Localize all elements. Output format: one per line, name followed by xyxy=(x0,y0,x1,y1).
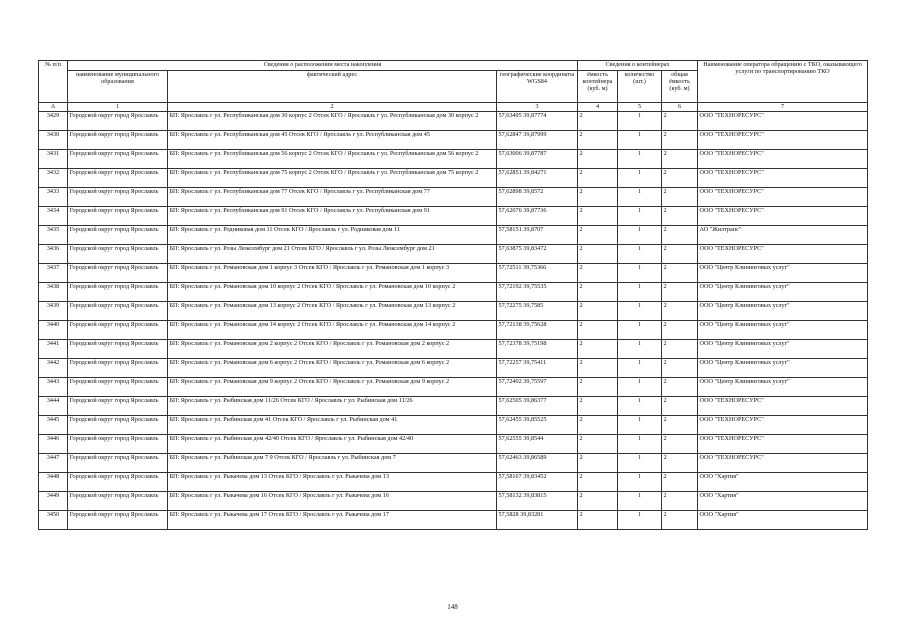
cell-num: 3450 xyxy=(39,511,68,530)
cell-operator: ООО "ТЕХНОРЕСУРС" xyxy=(698,131,868,150)
cell-coords: 57,72275 39,7585 xyxy=(497,302,578,321)
column-index: А xyxy=(39,103,68,112)
cell-municipality: Городской округ город Ярославль xyxy=(68,340,168,359)
cell-address: БП: Ярославль г ул. Романовская дом 13 корпус 2 Отсек КГО / Ярославль г ул. Романовская дом 13 корпус 2 xyxy=(168,302,497,321)
cell-municipality: Городской округ город Ярославль xyxy=(68,188,168,207)
cell-total: 2 xyxy=(662,283,698,302)
cell-coords: 57,63006 39,87787 xyxy=(497,150,578,169)
cell-total: 2 xyxy=(662,112,698,131)
cell-total: 2 xyxy=(662,511,698,530)
cell-operator: ООО "Центр Клининговых услуг" xyxy=(698,264,868,283)
cell-municipality: Городской округ город Ярославль xyxy=(68,397,168,416)
header-coords: географические координаты WGS84 xyxy=(497,71,578,103)
cell-operator: ООО "Центр Клининговых услуг" xyxy=(698,321,868,340)
cell-address: БП: Ярославль г ул. Республиканская дом 77 Отсек КГО / Ярославль г ул. Республиканская дом 77 xyxy=(168,188,497,207)
cell-count: 1 xyxy=(618,112,662,131)
table-row xyxy=(39,359,868,378)
cell-num: 3433 xyxy=(39,188,68,207)
cell-municipality: Городской округ город Ярославль xyxy=(68,226,168,245)
cell-operator: ООО "Хартия" xyxy=(698,473,868,492)
cell-capacity: 2 xyxy=(578,397,618,416)
cell-num: 3441 xyxy=(39,340,68,359)
table-row xyxy=(39,112,868,131)
cell-municipality: Городской округ город Ярославль xyxy=(68,150,168,169)
cell-operator: ООО "Хартия" xyxy=(698,511,868,530)
cell-address: БП: Ярославль г ул. Рыбинская дом 11/26 Отсек КГО / Ярославль г ул. Рыбинская дом 11/26 xyxy=(168,397,497,416)
cell-coords: 57,72402 39,75597 xyxy=(497,378,578,397)
cell-operator: ООО "ТЕХНОРЕСУРС" xyxy=(698,150,868,169)
table-row xyxy=(39,340,868,359)
cell-operator: ООО "Хартия" xyxy=(698,492,868,511)
cell-address: БП: Ярославль г ул. Рыкачева дом 16 Отсек КГО / Ярославль г ул. Рыкачева дом 16 xyxy=(168,492,497,511)
cell-operator: ООО "ТЕХНОРЕСУРС" xyxy=(698,188,868,207)
cell-num: 3440 xyxy=(39,321,68,340)
cell-num: 3438 xyxy=(39,283,68,302)
table-row xyxy=(39,454,868,473)
cell-operator: ООО "Центр Клининговых услуг" xyxy=(698,340,868,359)
cell-count: 1 xyxy=(618,302,662,321)
cell-capacity: 2 xyxy=(578,321,618,340)
cell-address: БП: Ярославль г ул. Республиканская дом 91 Отсек КГО / Ярославль г ул. Республиканская дом 91 xyxy=(168,207,497,226)
column-index: 2 xyxy=(168,103,497,112)
cell-municipality: Городской округ город Ярославль xyxy=(68,359,168,378)
cell-coords: 57,62463 39,86589 xyxy=(497,454,578,473)
cell-count: 1 xyxy=(618,359,662,378)
cell-capacity: 2 xyxy=(578,131,618,150)
cell-capacity: 2 xyxy=(578,473,618,492)
cell-municipality: Городской округ город Ярославль xyxy=(68,264,168,283)
cell-operator: ООО "ТЕХНОРЕСУРС" xyxy=(698,397,868,416)
table-row xyxy=(39,416,868,435)
cell-total: 2 xyxy=(662,169,698,188)
cell-address: БП: Ярославль г ул. Республиканская дом 75 корпус 2 Отсек КГО / Ярославль г ул. Республиканская дом 75 корпус 2 xyxy=(168,169,497,188)
cell-municipality: Городской округ город Ярославль xyxy=(68,112,168,131)
cell-operator: ООО "Центр Клининговых услуг" xyxy=(698,359,868,378)
cell-operator: ООО "Центр Клининговых услуг" xyxy=(698,302,868,321)
cell-num: 3437 xyxy=(39,264,68,283)
cell-operator: ООО "ТЕХНОРЕСУРС" xyxy=(698,435,868,454)
cell-num: 3436 xyxy=(39,245,68,264)
cell-capacity: 2 xyxy=(578,454,618,473)
cell-municipality: Городской округ город Ярославль xyxy=(68,454,168,473)
cell-coords: 57,62898 39,8572 xyxy=(497,188,578,207)
cell-address: БП: Ярославль г ул. Рыбинская дом 42/40 Отсек КГО / Ярославль г ул. Рыбинская дом 42/40 xyxy=(168,435,497,454)
cell-capacity: 2 xyxy=(578,150,618,169)
cell-count: 1 xyxy=(618,245,662,264)
cell-total: 2 xyxy=(662,397,698,416)
cell-num: 3432 xyxy=(39,169,68,188)
cell-municipality: Городской округ город Ярославль xyxy=(68,416,168,435)
column-index: 1 xyxy=(68,103,168,112)
header-location-group: Сведения о расположении места накопления xyxy=(68,61,578,71)
cell-address: БП: Ярославль г ул. Рыбинская дом 41 Отсек КГО / Ярославль г ул. Рыбинская дом 41 xyxy=(168,416,497,435)
cell-num: 3435 xyxy=(39,226,68,245)
cell-num: 3429 xyxy=(39,112,68,131)
cell-num: 3444 xyxy=(39,397,68,416)
cell-municipality: Городской округ город Ярославль xyxy=(68,473,168,492)
cell-capacity: 2 xyxy=(578,188,618,207)
cell-capacity: 2 xyxy=(578,492,618,511)
cell-count: 1 xyxy=(618,150,662,169)
cell-coords: 57,62455 39,85525 xyxy=(497,416,578,435)
table-row xyxy=(39,169,868,188)
cell-operator: ООО "ТЕХНОРЕСУРС" xyxy=(698,454,868,473)
cell-coords: 57,62505 39,86377 xyxy=(497,397,578,416)
cell-operator: ООО "ТЕХНОРЕСУРС" xyxy=(698,169,868,188)
cell-count: 1 xyxy=(618,435,662,454)
cell-address: БП: Ярославль г ул. Романовская дом 14 корпус 2 Отсек КГО / Ярославль г ул. Романовская дом 14 корпус 2 xyxy=(168,321,497,340)
cell-count: 1 xyxy=(618,207,662,226)
cell-coords: 57,72511 39,75366 xyxy=(497,264,578,283)
cell-num: 3448 xyxy=(39,473,68,492)
cell-address: БП: Ярославль г ул. Романовская дом 1 корпус 3 Отсек КГО / Ярославль г ул. Романовская дом 1 корпус 3 xyxy=(168,264,497,283)
table-row xyxy=(39,150,868,169)
cell-num: 3434 xyxy=(39,207,68,226)
table-row xyxy=(39,473,868,492)
table-row xyxy=(39,131,868,150)
cell-municipality: Городской округ город Ярославль xyxy=(68,302,168,321)
cell-total: 2 xyxy=(662,416,698,435)
cell-capacity: 2 xyxy=(578,112,618,131)
cell-municipality: Городской округ город Ярославль xyxy=(68,492,168,511)
cell-capacity: 2 xyxy=(578,302,618,321)
table-row xyxy=(39,435,868,454)
cell-capacity: 2 xyxy=(578,435,618,454)
cell-total: 2 xyxy=(662,473,698,492)
cell-capacity: 2 xyxy=(578,416,618,435)
cell-count: 1 xyxy=(618,188,662,207)
cell-municipality: Городской округ город Ярославль xyxy=(68,131,168,150)
cell-total: 2 xyxy=(662,226,698,245)
cell-coords: 57,72378 39,75198 xyxy=(497,340,578,359)
cell-total: 2 xyxy=(662,454,698,473)
cell-count: 1 xyxy=(618,473,662,492)
cell-coords: 57,72138 39,75628 xyxy=(497,321,578,340)
cell-coords: 57,63495 39,87774 xyxy=(497,112,578,131)
header-capacity: ёмкость контейнера (куб. м) xyxy=(578,71,618,103)
cell-total: 2 xyxy=(662,245,698,264)
cell-capacity: 2 xyxy=(578,359,618,378)
cell-operator: ООО "Центр Клининговых услуг" xyxy=(698,283,868,302)
cell-num: 3442 xyxy=(39,359,68,378)
cell-capacity: 2 xyxy=(578,283,618,302)
cell-municipality: Городской округ город Ярославль xyxy=(68,435,168,454)
cell-capacity: 2 xyxy=(578,264,618,283)
cell-total: 2 xyxy=(662,302,698,321)
cell-coords: 57,62851 39,84271 xyxy=(497,169,578,188)
cell-address: БП: Ярославль г ул. Рыкачева дом 17 Отсек КГО / Ярославль г ул. Рыкачева дом 17 xyxy=(168,511,497,530)
cell-num: 3449 xyxy=(39,492,68,511)
cell-capacity: 2 xyxy=(578,378,618,397)
cell-total: 2 xyxy=(662,340,698,359)
cell-num: 3431 xyxy=(39,150,68,169)
column-index: 5 xyxy=(618,103,662,112)
cell-capacity: 2 xyxy=(578,226,618,245)
cell-address: БП: Ярославль г ул. Республиканская дом 30 корпус 2 Отсек КГО / Ярославль г ул. Республиканская дом 30 корпус 2 xyxy=(168,112,497,131)
header-municipality: наименование муниципального образования xyxy=(68,71,168,103)
table-header xyxy=(39,61,868,112)
cell-count: 1 xyxy=(618,264,662,283)
cell-coords: 57,72192 39,75535 xyxy=(497,283,578,302)
cell-count: 1 xyxy=(618,321,662,340)
header-address: фактический адрес xyxy=(168,71,497,103)
cell-address: БП: Ярославль г ул. Романовская дом 6 корпус 2 Отсек КГО / Ярославль г ул. Романовская дом 6 корпус 2 xyxy=(168,359,497,378)
cell-operator: АО "Жилтранс" xyxy=(698,226,868,245)
cell-count: 1 xyxy=(618,397,662,416)
cell-num: 3443 xyxy=(39,378,68,397)
cell-total: 2 xyxy=(662,150,698,169)
cell-capacity: 2 xyxy=(578,245,618,264)
cell-capacity: 2 xyxy=(578,207,618,226)
cell-coords: 57,72257 39,75411 xyxy=(497,359,578,378)
cell-operator: ООО "ТЕХНОРЕСУРС" xyxy=(698,245,868,264)
cell-address: БП: Ярославль г ул. Республиканская дом 56 корпус 2 Отсек КГО / Ярославль г ул. Республиканская дом 56 корпус 2 xyxy=(168,150,497,169)
header-count: количество (шт.) xyxy=(618,71,662,103)
cell-address: БП: Ярославль г ул. Рыбинская дом 7 9 Отсек КГО / Ярославль г ул. Рыбинская дом 7 xyxy=(168,454,497,473)
cell-operator: ООО "ТЕХНОРЕСУРС" xyxy=(698,112,868,131)
cell-coords: 57,58132 39,83815 xyxy=(497,492,578,511)
cell-operator: ООО "ТЕХНОРЕСУРС" xyxy=(698,416,868,435)
cell-total: 2 xyxy=(662,492,698,511)
table-row xyxy=(39,378,868,397)
cell-address: БП: Ярославль г ул. Романовская дом 9 корпус 2 Отсек КГО / Ярославль г ул. Романовская дом 9 корпус 2 xyxy=(168,378,497,397)
cell-coords: 57,58151 39,8707 xyxy=(497,226,578,245)
cell-address: БП: Ярославль г ул. Романовская дом 10 корпус 2 Отсек КГО / Ярославль г ул. Романовская дом 10 корпус 2 xyxy=(168,283,497,302)
column-index: 3 xyxy=(497,103,578,112)
table-row xyxy=(39,188,868,207)
cell-municipality: Городской округ город Ярославль xyxy=(68,283,168,302)
table-row xyxy=(39,397,868,416)
cell-coords: 57,63875 39,83472 xyxy=(497,245,578,264)
header-num: № п/п xyxy=(39,61,68,103)
cell-count: 1 xyxy=(618,226,662,245)
cell-capacity: 2 xyxy=(578,511,618,530)
cell-coords: 57,62847 39,87999 xyxy=(497,131,578,150)
cell-num: 3439 xyxy=(39,302,68,321)
table-row xyxy=(39,302,868,321)
cell-address: БП: Ярославль г ул. Розы Люксембург дом 21 Отсек КГО / Ярославль г ул. Розы Люксембург дом 21 xyxy=(168,245,497,264)
cell-address: БП: Ярославль г ул. Романовская дом 2 корпус 2 Отсек КГО / Ярославль г ул. Романовская дом 2 корпус 2 xyxy=(168,340,497,359)
cell-total: 2 xyxy=(662,264,698,283)
cell-coords: 57,5828 39,83281 xyxy=(497,511,578,530)
table-body xyxy=(39,112,868,530)
cell-total: 2 xyxy=(662,188,698,207)
cell-coords: 57,62555 39,8544 xyxy=(497,435,578,454)
cell-municipality: Городской округ город Ярославль xyxy=(68,207,168,226)
column-index: 6 xyxy=(662,103,698,112)
page-number: 148 xyxy=(447,603,458,611)
registry-table xyxy=(38,60,868,530)
table-row xyxy=(39,492,868,511)
cell-municipality: Городской округ город Ярославль xyxy=(68,321,168,340)
cell-municipality: Городской округ город Ярославль xyxy=(68,169,168,188)
table-row xyxy=(39,321,868,340)
table-row xyxy=(39,283,868,302)
column-index-row xyxy=(39,103,868,112)
cell-count: 1 xyxy=(618,340,662,359)
cell-municipality: Городской округ город Ярославль xyxy=(68,511,168,530)
cell-total: 2 xyxy=(662,131,698,150)
cell-count: 1 xyxy=(618,378,662,397)
cell-capacity: 2 xyxy=(578,169,618,188)
cell-count: 1 xyxy=(618,511,662,530)
cell-operator: ООО "ТЕХНОРЕСУРС" xyxy=(698,207,868,226)
cell-count: 1 xyxy=(618,492,662,511)
table-row xyxy=(39,207,868,226)
cell-address: БП: Ярославль г ул. Республиканская дом 45 Отсек КГО / Ярославль г ул. Республиканская дом 45 xyxy=(168,131,497,150)
cell-capacity: 2 xyxy=(578,340,618,359)
table-row xyxy=(39,226,868,245)
cell-total: 2 xyxy=(662,321,698,340)
cell-count: 1 xyxy=(618,131,662,150)
table-row xyxy=(39,511,868,530)
cell-coords: 57,62076 39,87736 xyxy=(497,207,578,226)
header-operator: Наименование оператора обращению с ТКО, оказывающего услуги по транспортированию ТКО xyxy=(698,61,868,103)
column-index: 7 xyxy=(698,103,868,112)
cell-total: 2 xyxy=(662,359,698,378)
cell-municipality: Городской округ город Ярославль xyxy=(68,378,168,397)
cell-coords: 57,58167 39,83452 xyxy=(497,473,578,492)
header-total: общая ёмкость (куб. м) xyxy=(662,71,698,103)
cell-count: 1 xyxy=(618,169,662,188)
cell-num: 3430 xyxy=(39,131,68,150)
cell-operator: ООО "Центр Клининговых услуг" xyxy=(698,378,868,397)
table-row xyxy=(39,264,868,283)
cell-total: 2 xyxy=(662,207,698,226)
table-row xyxy=(39,245,868,264)
column-index: 4 xyxy=(578,103,618,112)
cell-count: 1 xyxy=(618,283,662,302)
cell-address: БП: Ярославль г ул. Рыкачева дом 13 Отсек КГО / Ярославль г ул. Рыкачева дом 13 xyxy=(168,473,497,492)
cell-count: 1 xyxy=(618,416,662,435)
cell-total: 2 xyxy=(662,435,698,454)
cell-total: 2 xyxy=(662,378,698,397)
header-containers-group: Сведения о контейнерах xyxy=(578,61,698,71)
cell-num: 3447 xyxy=(39,454,68,473)
cell-address: БП: Ярославль г ул. Родниковая дом 11 Отсек КГО / Ярославль г ул. Родниковая дом 11 xyxy=(168,226,497,245)
cell-count: 1 xyxy=(618,454,662,473)
cell-num: 3445 xyxy=(39,416,68,435)
cell-municipality: Городской округ город Ярославль xyxy=(68,245,168,264)
cell-num: 3446 xyxy=(39,435,68,454)
